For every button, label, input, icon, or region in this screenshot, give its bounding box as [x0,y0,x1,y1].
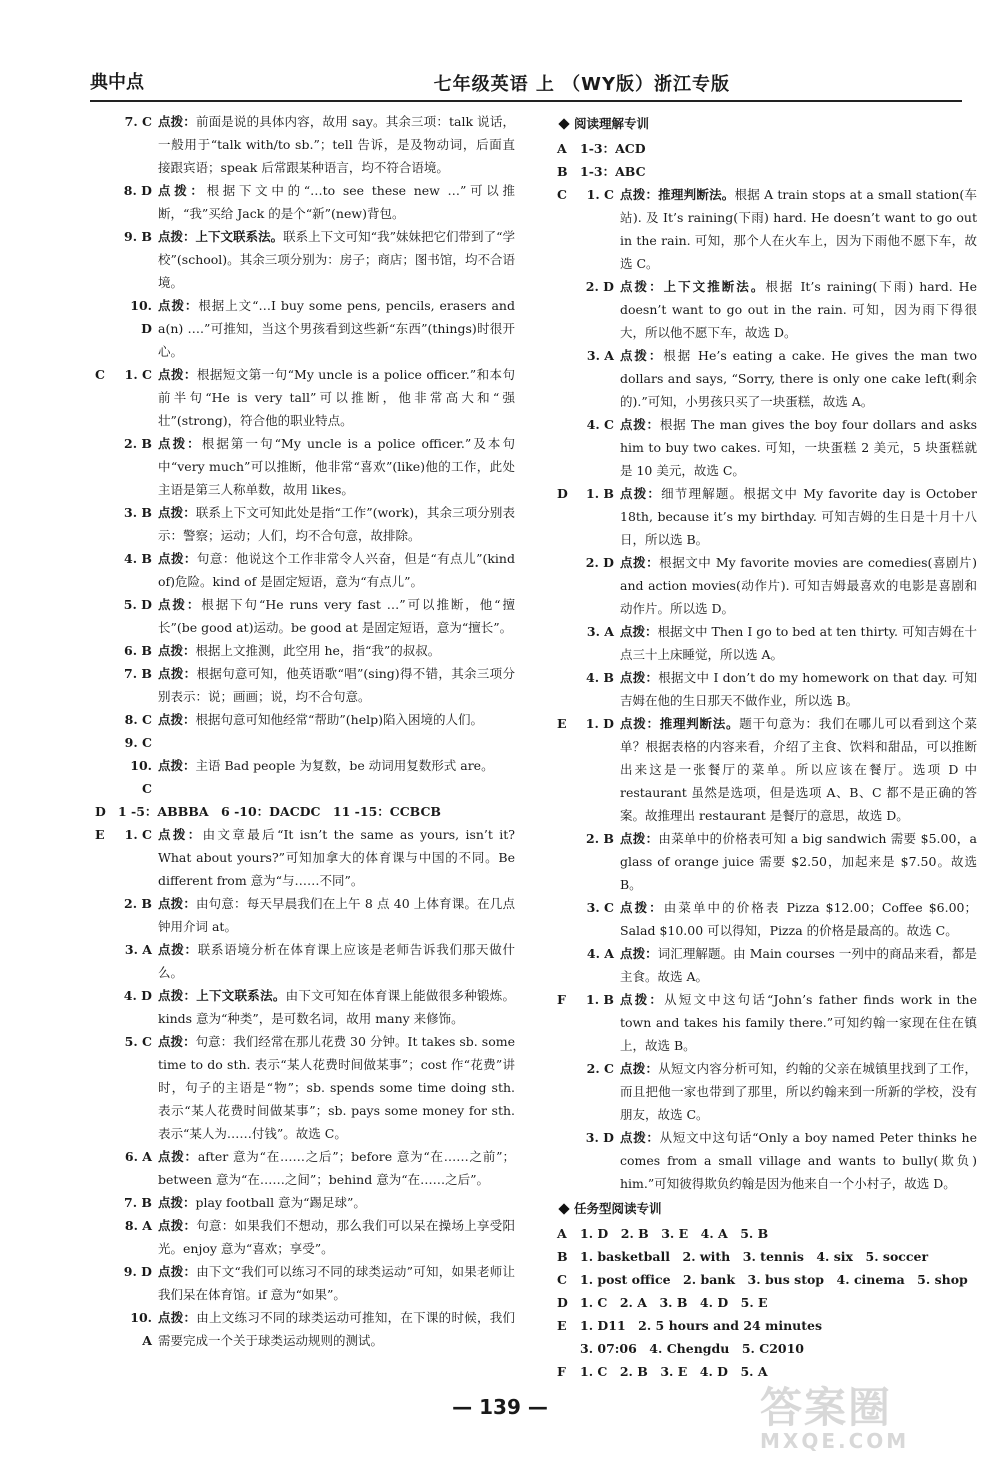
answer-line: 1-3：ACD [580,141,646,156]
item-number: 3. C [586,900,614,915]
section-label: F [557,992,566,1007]
hint-text: 由上文练习不同的球类运动可推知，在下课的时候，我们需要完成一个关于球类运动规则的测试。 [158,1310,515,1348]
answer-item [557,183,977,275]
hint-text: 句意：他说这个工作非常令人兴奋，但是“有点儿”(kind of)危险。kind of 是固定短语，意为“有点儿”。 [158,551,515,589]
item-explanation [158,110,515,179]
answer-item [95,1030,515,1145]
item-explanation [158,432,515,501]
hint-label: 点拨： [620,992,665,1007]
item-number: 1. C [124,827,152,842]
section-label: C [557,187,567,202]
hint-label: 点拨： [158,183,207,198]
item-number: 4. B [586,670,614,685]
item-number: 1. B [586,486,614,501]
hint-text: 词汇理解题。由 Main courses 一列中的商品来看，都是主食。故选 A。 [620,946,977,984]
answer-item [95,708,515,731]
hint-label: 点拨： [158,367,197,382]
item-number: 8. C [124,712,152,727]
item-number: 3. B [124,505,152,520]
item-explanation [158,708,515,731]
answer-item [95,938,515,984]
item-explanation [158,179,515,225]
answer-item [95,639,515,662]
hint-label: 点拨： [158,1218,197,1233]
hint-label: 点拨： [158,666,197,681]
book-title: 七年级英语 上 （WY版）浙江专版 [433,74,730,95]
section-d [95,800,515,823]
answer-item [557,344,977,413]
item-number: 2. B [124,436,152,451]
hint-label: 点拨： [158,551,197,566]
hint-label: 点拨： [158,1195,196,1210]
item-number: 1. C [586,187,614,202]
hint-text: 根据第一句“My uncle is a police officer.”及本句中“very much”可以推断，他非常“喜欢”(like)他的工作，此处主语是第三人称单数，故用 likes。 [158,436,515,497]
answer-item [557,1057,977,1126]
item-number: 4. D [123,988,152,1003]
item-explanation [620,712,977,827]
item-number: 9. B [124,229,152,244]
item-explanation [158,501,515,547]
hint-text: 联系上下文可知“我”妹妹把它们带到了“学校”(school)。其余三项分别为：房子；商店；图书馆，均不合语境。 [158,229,515,290]
hint-text: 根据 He’s eating a cake. He gives the man two dollars and says, “Sorry, there is only one cake left(剩余的).”可知，小男孩只买了一块蛋糕，故选 A。 [620,348,977,409]
item-explanation [158,662,515,708]
item-explanation [158,892,515,938]
answer-row [557,160,977,183]
answer-line: 1. D 2. B 3. E 4. A 5. B [580,1226,769,1241]
answer-item [95,501,515,547]
answer-line: 1. basketball 2. with 3. tennis 4. six 5. soccer [580,1249,929,1264]
diamond-icon [558,118,569,129]
hint-label: 点拨： [620,670,659,685]
hint-label: 点拨： [620,1061,659,1076]
answer-item [557,482,977,551]
page-header [90,68,962,102]
item-explanation [620,482,977,551]
item-number: 1. D [585,716,614,731]
answer-item [95,547,515,593]
item-explanation [620,942,977,988]
hint-label: 点拨： [158,643,196,658]
hint-label: 点拨： [620,486,662,501]
hint-label: 点拨： [158,1149,198,1164]
answer-line: 1 -5：ABBBA 6 -10：DACDC 11 -15：CCBCB [118,804,441,819]
item-number: 7. C [124,114,152,129]
item-number: 10. C [130,758,152,796]
hint-text: 根据 It’s raining(下雨) hard. He doesn’t want to go out in the rain. 可知，因为雨下得很大，所以他不愿下车，故选 D。 [620,279,977,340]
hint-label: 点拨： [158,942,198,957]
answer-line: 1. C 2. A 3. B 4. D 5. E [580,1295,768,1310]
answer-item [95,363,515,432]
hint-text: 根据文中 Then I go to bed at ten thirty. 可知吉姆在十点三十上床睡觉，所以选 A。 [620,624,977,662]
hint-label: 点拨： [158,827,203,842]
item-number: 5. D [123,597,152,612]
answer-item [557,712,977,827]
section-heading [557,1197,977,1220]
hint-label: 点拨： [158,712,196,727]
hint-label: 点拨： [158,298,199,313]
answer-item [95,1145,515,1191]
section-label: B [557,164,568,179]
hint-text: 根据下文中的“…to see these new …”可以推断，“我”买给 Jack 的是个“新”(new)背包。 [158,183,515,221]
answer-row [557,137,977,160]
hint-text: 从短文中这句话“John’s father finds work in the town and takes his family there.”可知约翰一家现在住在镇上，故选 B。 [620,992,977,1053]
hint-text: 句意：如果我们不想动，那么我们可以呆在操场上享受阳光。enjoy 意为“喜欢；享受”。 [158,1218,515,1256]
answer-item [95,823,515,892]
answer-row [557,1337,977,1360]
hint-label: 点拨：推理判断法。 [620,716,740,731]
section-label: E [557,1318,567,1333]
hint-label: 点拨： [620,946,658,961]
item-explanation [158,1030,515,1145]
item-explanation [620,551,977,620]
item-number: 2. B [124,896,152,911]
answer-item [95,754,515,800]
item-number: 3. A [124,942,152,957]
item-explanation [158,823,515,892]
section-b-continued [95,110,515,363]
watermark [760,1375,975,1453]
item-number: 2. D [585,555,614,570]
section-e [95,823,515,1352]
item-number: 1. B [586,992,614,1007]
item-number: 6. A [124,1149,152,1164]
answer-line: 1. D11 2. 5 hours and 24 minutes [580,1318,823,1333]
heading-text: 阅读理解专训 [574,116,650,131]
item-explanation [620,183,977,275]
hint-text: 根据文中 I don’t do my homework on that day. 可知吉姆在他的生日那天不做作业，所以选 B。 [620,670,977,708]
hint-text: 由下文“我们可以练习不同的球类运动”可知，如果老师让我们呆在体育馆。if 意为“如果”。 [158,1264,515,1302]
item-explanation [158,1191,515,1214]
answer-line: 1-3：ABC [580,164,646,179]
item-explanation [620,620,977,666]
answer-row [557,1268,977,1291]
answer-item [557,896,977,942]
hint-label: 点拨： [158,896,197,911]
item-number: 7. B [124,1195,152,1210]
answer-item [95,432,515,501]
hint-text: 联系上下文可知此处是指“工作”(work)，其余三项分别表示：警察；运动；人们，均不合句意，故排除。 [158,505,515,543]
answer-item [95,225,515,294]
heading-text: 任务型阅读专训 [574,1201,662,1216]
watermark-text: 答案圈 [760,1383,893,1432]
hint-label: 点拨： [620,831,659,846]
hint-text: 根据句意可知，他英语歌“唱”(sing)得不错，其余三项分别表示：说；画画；说，均不合句意。 [158,666,515,704]
hint-label: 点拨： [158,758,196,773]
item-explanation [158,294,515,363]
item-number: 3. A [586,624,614,639]
section-label: A [557,1226,567,1241]
item-explanation [158,754,515,777]
item-explanation [620,666,977,712]
item-explanation [158,1306,515,1352]
answer-item [557,551,977,620]
hint-label: 点拨： [158,1264,197,1279]
hint-label: 点拨：上下文联系法。 [158,988,286,1003]
section-e [557,712,977,988]
hint-text: 根据 The man gives the boy four dollars and asks him to buy two cakes. 可知，一块蛋糕 2 美元，5 块蛋糕就是 10 美元，故选 C。 [620,417,977,478]
hint-label: 点拨：上下文联系法。 [158,229,284,244]
hint-label: 点拨： [158,436,202,451]
item-number: 6. B [124,643,152,658]
hint-label: 点拨： [158,597,202,612]
answer-row [557,1314,977,1337]
section-c [557,183,977,482]
item-explanation [620,344,977,413]
answer-item [557,827,977,896]
item-number: 7. B [124,666,152,681]
hint-text: 由菜单中的价格表可知 a big sandwich 需要 $5.00，a glass of orange juice 需要 $2.50，加起来是 $7.50。故选 B。 [620,831,977,892]
answer-row [557,1245,977,1268]
hint-text: after 意为“在……之后”；before 意为“在……之前”；between 意为“在……之间”；behind 意为“在……之后”。 [158,1149,515,1187]
watermark-url: MXQE.COM [760,1429,910,1453]
answer-item [557,275,977,344]
answer-line: 1. C 2. B 3. E 4. D 5. A [580,1364,768,1379]
item-number: 2. D [585,279,614,294]
hint-text: 由菜单中的价格表 Pizza $12.00；Coffee $6.00；Salad $10.00 可以得知，Pizza 的价格是最高的。故选 C。 [620,900,977,938]
answer-item [557,666,977,712]
answer-item [95,294,515,363]
item-explanation [620,1057,977,1126]
task-answers [557,1222,977,1383]
answer-item [95,110,515,179]
item-explanation [158,1214,515,1260]
item-number: 2. B [586,831,614,846]
answer-item [95,662,515,708]
hint-text: 联系语境分析在体育课上应该是老师告诉我们那天做什么。 [158,942,515,980]
item-explanation [158,639,515,662]
section-label: D [557,486,568,501]
item-explanation [158,225,515,294]
right-column [557,110,977,1383]
section-label: D [95,804,106,819]
hint-text: 前面是说的具体内容，故用 say。其余三项：talk 说话，一般用于“talk with/to sb.”；tell 告诉，是及物动词，后面直接跟宾语；speak 后常跟某种语言，均不符合语境。 [158,114,515,175]
answer-item [557,1126,977,1195]
item-explanation [620,275,977,344]
hint-text: 根据短文第一句“My uncle is a police officer.”和本句前半句“He is very tall”可以推断，他非常高大和“强壮”(strong)，符合他的职业特点。 [158,367,515,428]
hint-label: 点拨： [620,900,664,915]
hint-text: 主语 Bad people 为复数，be 动词用复数形式 are。 [195,758,494,773]
item-number: 5. C [124,1034,152,1049]
answer-item [95,179,515,225]
hint-text: 根据上文推测，此空用 he，指“我”的叔叔。 [195,643,441,658]
answer-item [95,1191,515,1214]
item-explanation [158,363,515,432]
item-number: 9. C [124,735,152,750]
hint-text: 题干句意为：我们在哪儿可以看到这个菜单？根据表格的内容来看，介绍了主食、饮料和甜品，可以推断出来这是一张餐厅的菜单。所以应该在餐厅。选项 D 中 restaurant 虽然是选项，但是选项 A、B、C 都不是正确的答案。故推理出 restaurant 是餐厅的意思，故选 D。 [620,716,977,823]
item-number: 4. A [586,946,614,961]
answer-item [557,988,977,1057]
answer-item [557,413,977,482]
hint-text: 细节理解题。根据文中 My favorite day is October 18th, because it’s my birthday. 可知吉姆的生日是十月十八日，所以选 B。 [620,486,977,547]
item-number: 4. C [586,417,614,432]
item-explanation [158,984,515,1030]
hint-label: 点拨： [620,348,664,363]
hint-text: 句意：我们经常在那儿花费 30 分钟。It takes sb. some time to do sth. 表示“某人花费时间做某事”；cost 作“花费”讲时，句子的主语是“物”；sb. spends some time doing sth. 表示“某人花费时间做某事”；sb. pays some money for sth. 表示“某人为……付钱”。故选 C。 [158,1034,515,1141]
item-number: 9. D [123,1264,152,1279]
left-column [95,110,515,1352]
item-number: 10. A [130,1310,152,1348]
hint-text: 根据下句“He runs very fast …”可以推断，他“擅长”(be good at)运动。be good at 是固定短语，意为“擅长”。 [158,597,515,635]
hint-label: 点拨： [620,624,658,639]
hint-text: 根据句意可知他经常“帮助”(help)陷入困境的人们。 [195,712,483,727]
answer-item [95,731,515,754]
item-number: 3. A [586,348,614,363]
section-label: C [557,1272,567,1287]
hint-label: 点拨：推理判断法。 [620,187,735,202]
hint-text: 从短文中这句话“Only a boy named Peter thinks he comes from a small village and wants to bully(欺负) him.”可知彼得欺负约翰是因为他来自一个小村子，故选 D。 [620,1130,977,1191]
item-number: 1. C [124,367,152,382]
item-explanation [620,413,977,482]
answer-row [557,1222,977,1245]
section-f [557,988,977,1195]
answer-item [95,1306,515,1352]
section-d [557,482,977,712]
item-explanation [620,827,977,896]
section-label: C [95,367,105,382]
item-explanation [620,1126,977,1195]
book-logo: 典中点 [90,72,144,93]
hint-label: 点拨：上下文推断法。 [620,279,766,294]
section-label: A [557,141,567,156]
item-explanation [158,938,515,984]
hint-text: 由文章最后“It isn’t the same as yours, isn’t it? What about yours?”可知加拿大的体育课与中国的不同。Be different from 意为“与……不同”。 [158,827,515,888]
section-label: E [95,827,105,842]
hint-text: 从短文内容分析可知，约翰的父亲在城镇里找到了工作，而且把他一家也带到了那里，所以约翰来到一所新的学校，没有朋友，故选 C。 [620,1061,977,1122]
section-label: B [557,1249,568,1264]
hint-text: 由下文可知在体育课上能做很多种锻炼。kinds 意为“种类”，是可数名词，故用 many 来修饰。 [158,988,515,1026]
section-c [95,363,515,800]
answer-row [557,1291,977,1314]
hint-text: play football 意为“踢足球”。 [195,1195,366,1210]
item-number: 8. D [123,183,152,198]
answer-item [95,1260,515,1306]
item-explanation [158,547,515,593]
hint-label: 点拨： [158,1034,196,1049]
item-explanation [158,1260,515,1306]
answer-item [557,620,977,666]
hint-label: 点拨： [620,1130,660,1145]
item-number: 3. D [585,1130,614,1145]
answer-item [95,593,515,639]
item-number: 8. A [124,1218,152,1233]
answer-item [95,892,515,938]
item-explanation [158,1145,515,1191]
diamond-icon [558,1203,569,1214]
hint-text: 由句意：每天早晨我们在上午 8 点 40 上体育课。在几点钟用介词 at。 [158,896,515,934]
section-label: F [557,1364,566,1379]
item-number: 4. B [124,551,152,566]
answer-item [95,984,515,1030]
section-label: D [557,1295,568,1310]
hint-label: 点拨： [158,505,196,520]
answer-line: 3. 07:06 4. Chengdu 5. C2010 [580,1341,804,1356]
section-label: E [557,716,567,731]
hint-label: 点拨： [620,555,660,570]
answer-line: 1. post office 2. bank 3. bus stop 4. cinema 5. shop [580,1272,968,1287]
hint-label: 点拨： [158,114,196,129]
answer-item [557,942,977,988]
hint-label: 点拨： [158,1310,197,1325]
page-number: — 139 — [452,1395,548,1419]
item-explanation [158,593,515,639]
item-explanation [620,988,977,1057]
hint-text: 根据文中 My favorite movies are comedies(喜剧片) and action movies(动作片). 可知吉姆最喜欢的电影是喜剧和动作片。所以选 D。 [620,555,977,616]
item-explanation [620,896,977,942]
hint-text: 根据上文“…I buy some pens, pencils, erasers and a(n) ….”可推知，当这个男孩看到这些新“东西”(things)时很开心。 [158,298,515,359]
hint-text: 根据 A train stops at a small station(车站). 及 It’s raining(下雨) hard. He doesn’t want to go out in the rain. 可知，那个人在火车上，因为下雨他不愿下车，故选 C。 [620,187,977,271]
item-number: 10. D [130,298,152,336]
answer-item [95,1214,515,1260]
section-heading [557,112,977,135]
hint-label: 点拨： [620,417,660,432]
item-number: 2. C [586,1061,614,1076]
